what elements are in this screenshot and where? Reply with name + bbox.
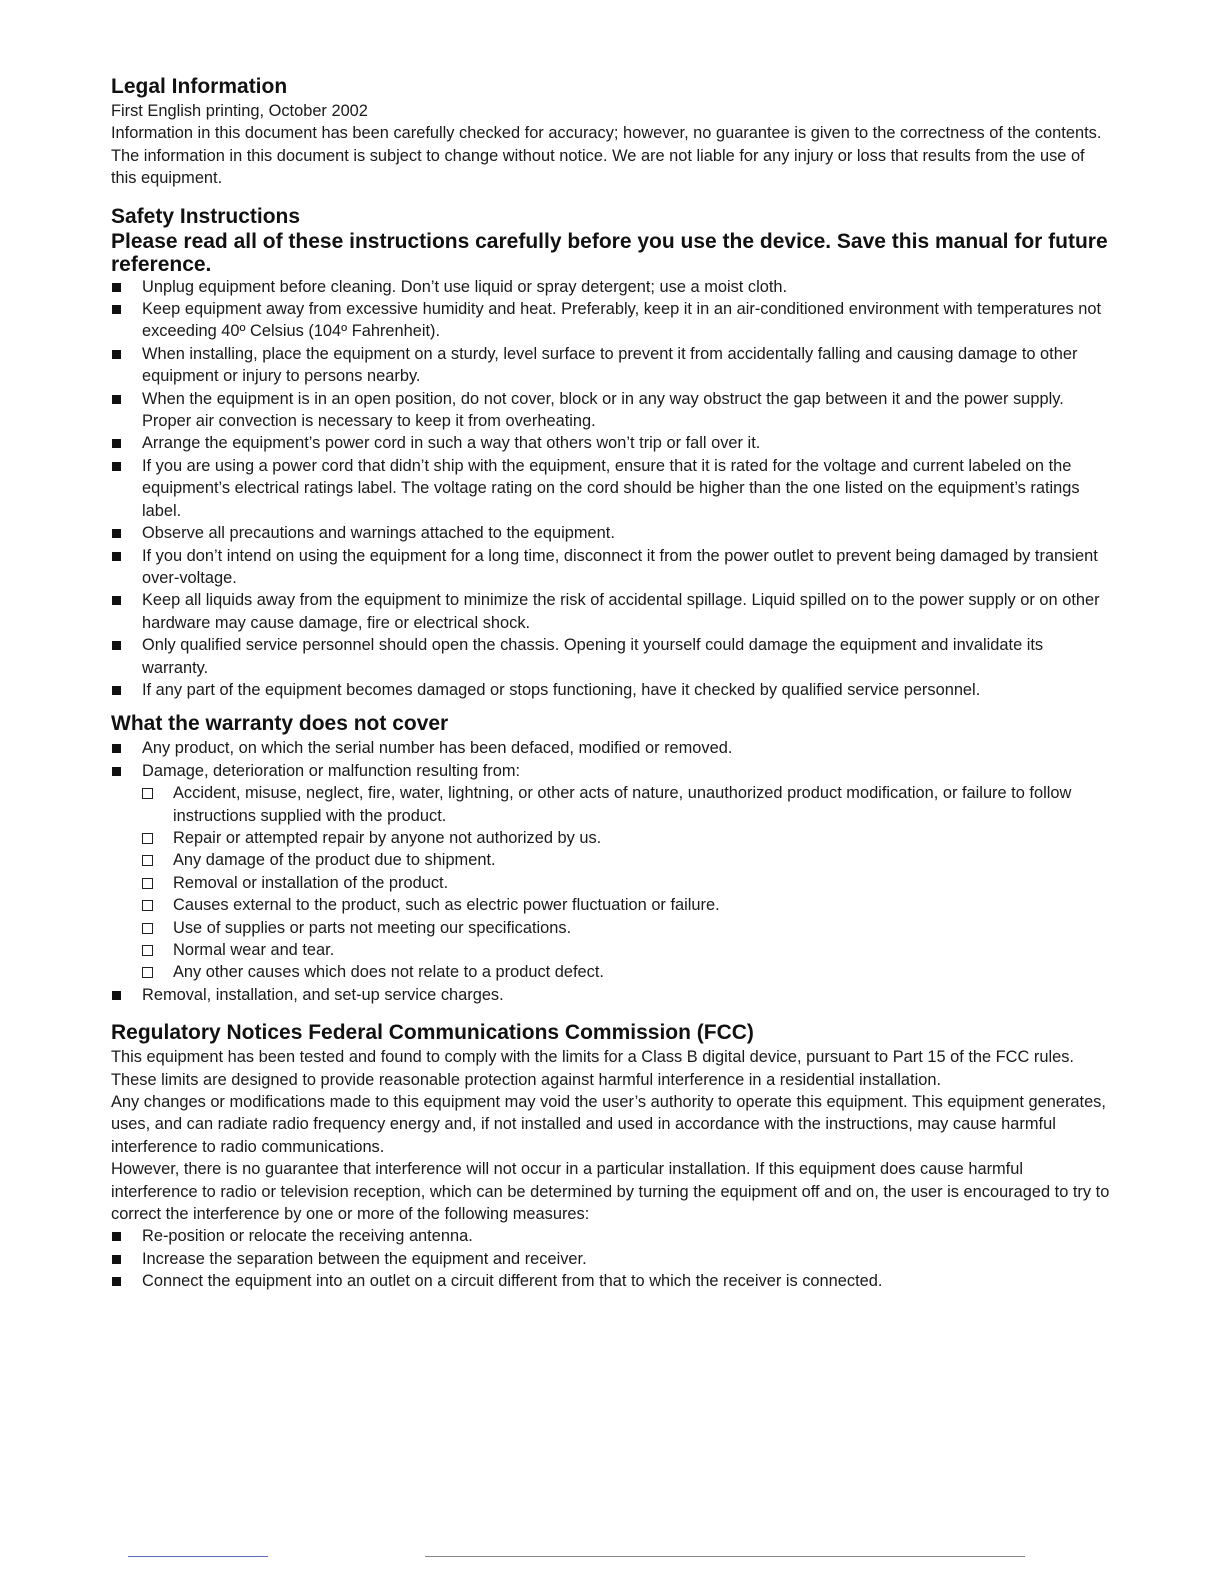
sub-list-item: Any other causes which does not relate to a product defect. [142,961,1111,983]
list-item: When installing, place the equipment on a sturdy, level surface to prevent it from accidentally falling and causing damage to other equipment or injury to persons nearby. [111,343,1111,388]
list-item: Unplug equipment before cleaning. Don’t use liquid or spray detergent; use a moist cloth. [111,276,1111,298]
list-item: Keep all liquids away from the equipment to minimize the risk of accidental spillage. Liquid spilled on to the power supply or on other hardware may cause damage, fire or electrical shock. [111,589,1111,634]
warranty-heading: What the warranty does not cover [111,712,449,736]
regulatory-heading: Regulatory Notices Federal Communications Commission (FCC) [111,1021,754,1045]
sub-list-item: Any damage of the product due to shipment. [142,849,1111,871]
safety-list [111,276,1111,702]
list-item: Increase the separation between the equipment and receiver. [111,1248,1111,1270]
safety-heading: Safety Instructions [111,204,301,228]
footer-rule-right [425,1556,1025,1557]
list-item: Observe all precautions and warnings attached to the equipment. [111,522,1111,544]
list-item: Arrange the equipment’s power cord in such a way that others won’t trip or fall over it. [111,432,1111,454]
sub-list-item: Repair or attempted repair by anyone not authorized by us. [142,827,1111,849]
list-item [111,760,1111,984]
legal-section [111,74,1111,190]
list-item: If you don’t intend on using the equipment for a long time, disconnect it from the power outlet to prevent being damaged by transient over-voltage. [111,545,1111,590]
list-item: If you are using a power cord that didn’t ship with the equipment, ensure that it is rated for the voltage and current labeled on the equipment’s electrical ratings label. The voltage rating on the cord should be higher than the one listed on the equipment’s ratings label. [111,455,1111,522]
regulatory-section [111,1020,1111,1292]
list-item-label: Damage, deterioration or malfunction resulting from: [142,761,521,780]
footer-rule-left [128,1556,268,1557]
safety-section [111,204,1111,702]
regulatory-paragraph: However, there is no guarantee that interference will not occur in a particular installation. If this equipment does cause harmful interference to radio or television reception, which can be determined by turning the equipment off and on, the user is encouraged to try to correct the interference by one or more of the following measures: [111,1160,1110,1224]
sub-list-item: Causes external to the product, such as electric power fluctuation or failure. [142,894,1111,916]
list-item: If any part of the equipment becomes damaged or stops functioning, have it checked by qualified service personnel. [111,679,1111,701]
warranty-section [111,711,1111,1006]
list-item: Removal, installation, and set-up service charges. [111,984,1111,1006]
list-item: Only qualified service personnel should open the chassis. Opening it yourself could damage the equipment and invalidate its warranty. [111,634,1111,679]
sub-list-item: Normal wear and tear. [142,939,1111,961]
measures-list [111,1225,1111,1292]
regulatory-paragraph: This equipment has been tested and found to comply with the limits for a Class B digital device, pursuant to Part 15 of the FCC rules. These limits are designed to provide reasonable protection against harmful interference in a residential installation. [111,1048,1074,1089]
regulatory-paragraph: Any changes or modifications made to this equipment may void the user’s authority to operate this equipment. This equipment generates, uses, and can radiate radio frequency energy and, if not installed and used in accordance with the instructions, may cause harmful interference to radio communications. [111,1093,1106,1156]
list-item: Keep equipment away from excessive humidity and heat. Preferably, keep it in an air-conditioned environment with temperatures not exceeding 40º Celsius (104º Fahrenheit). [111,298,1111,343]
sub-list-item: Removal or installation of the product. [142,872,1111,894]
legal-disclaimer: Information in this document has been carefully checked for accuracy; however, no guarantee is given to the correctness of the contents. The information in this document is subject to change without notice. We are not liable for any injury or loss that results from the use of this equipment. [111,124,1102,188]
sub-list-item: Accident, misuse, neglect, fire, water, lightning, or other acts of nature, unauthorized product modification, or failure to follow instructions supplied with the product. [142,782,1111,827]
legal-heading: Legal Information [111,75,288,98]
list-item: When the equipment is in an open position, do not cover, block or in any way obstruct the gap between it and the power supply. Proper air convection is necessary to keep it from overheating. [111,388,1111,433]
safety-emphasis: Please read all of these instructions carefully before you use the device. Save this manual for future reference. [111,229,1108,276]
document-page [111,74,1111,1293]
list-item: Any product, on which the serial number has been defaced, modified or removed. [111,737,1111,759]
warranty-list [111,737,1111,1006]
warranty-sublist [142,782,1111,984]
list-item: Re-position or relocate the receiving antenna. [111,1225,1111,1247]
sub-list-item: Use of supplies or parts not meeting our specifications. [142,917,1111,939]
printing-date: First English printing, October 2002 [111,102,368,120]
list-item: Connect the equipment into an outlet on a circuit different from that to which the receiver is connected. [111,1270,1111,1292]
